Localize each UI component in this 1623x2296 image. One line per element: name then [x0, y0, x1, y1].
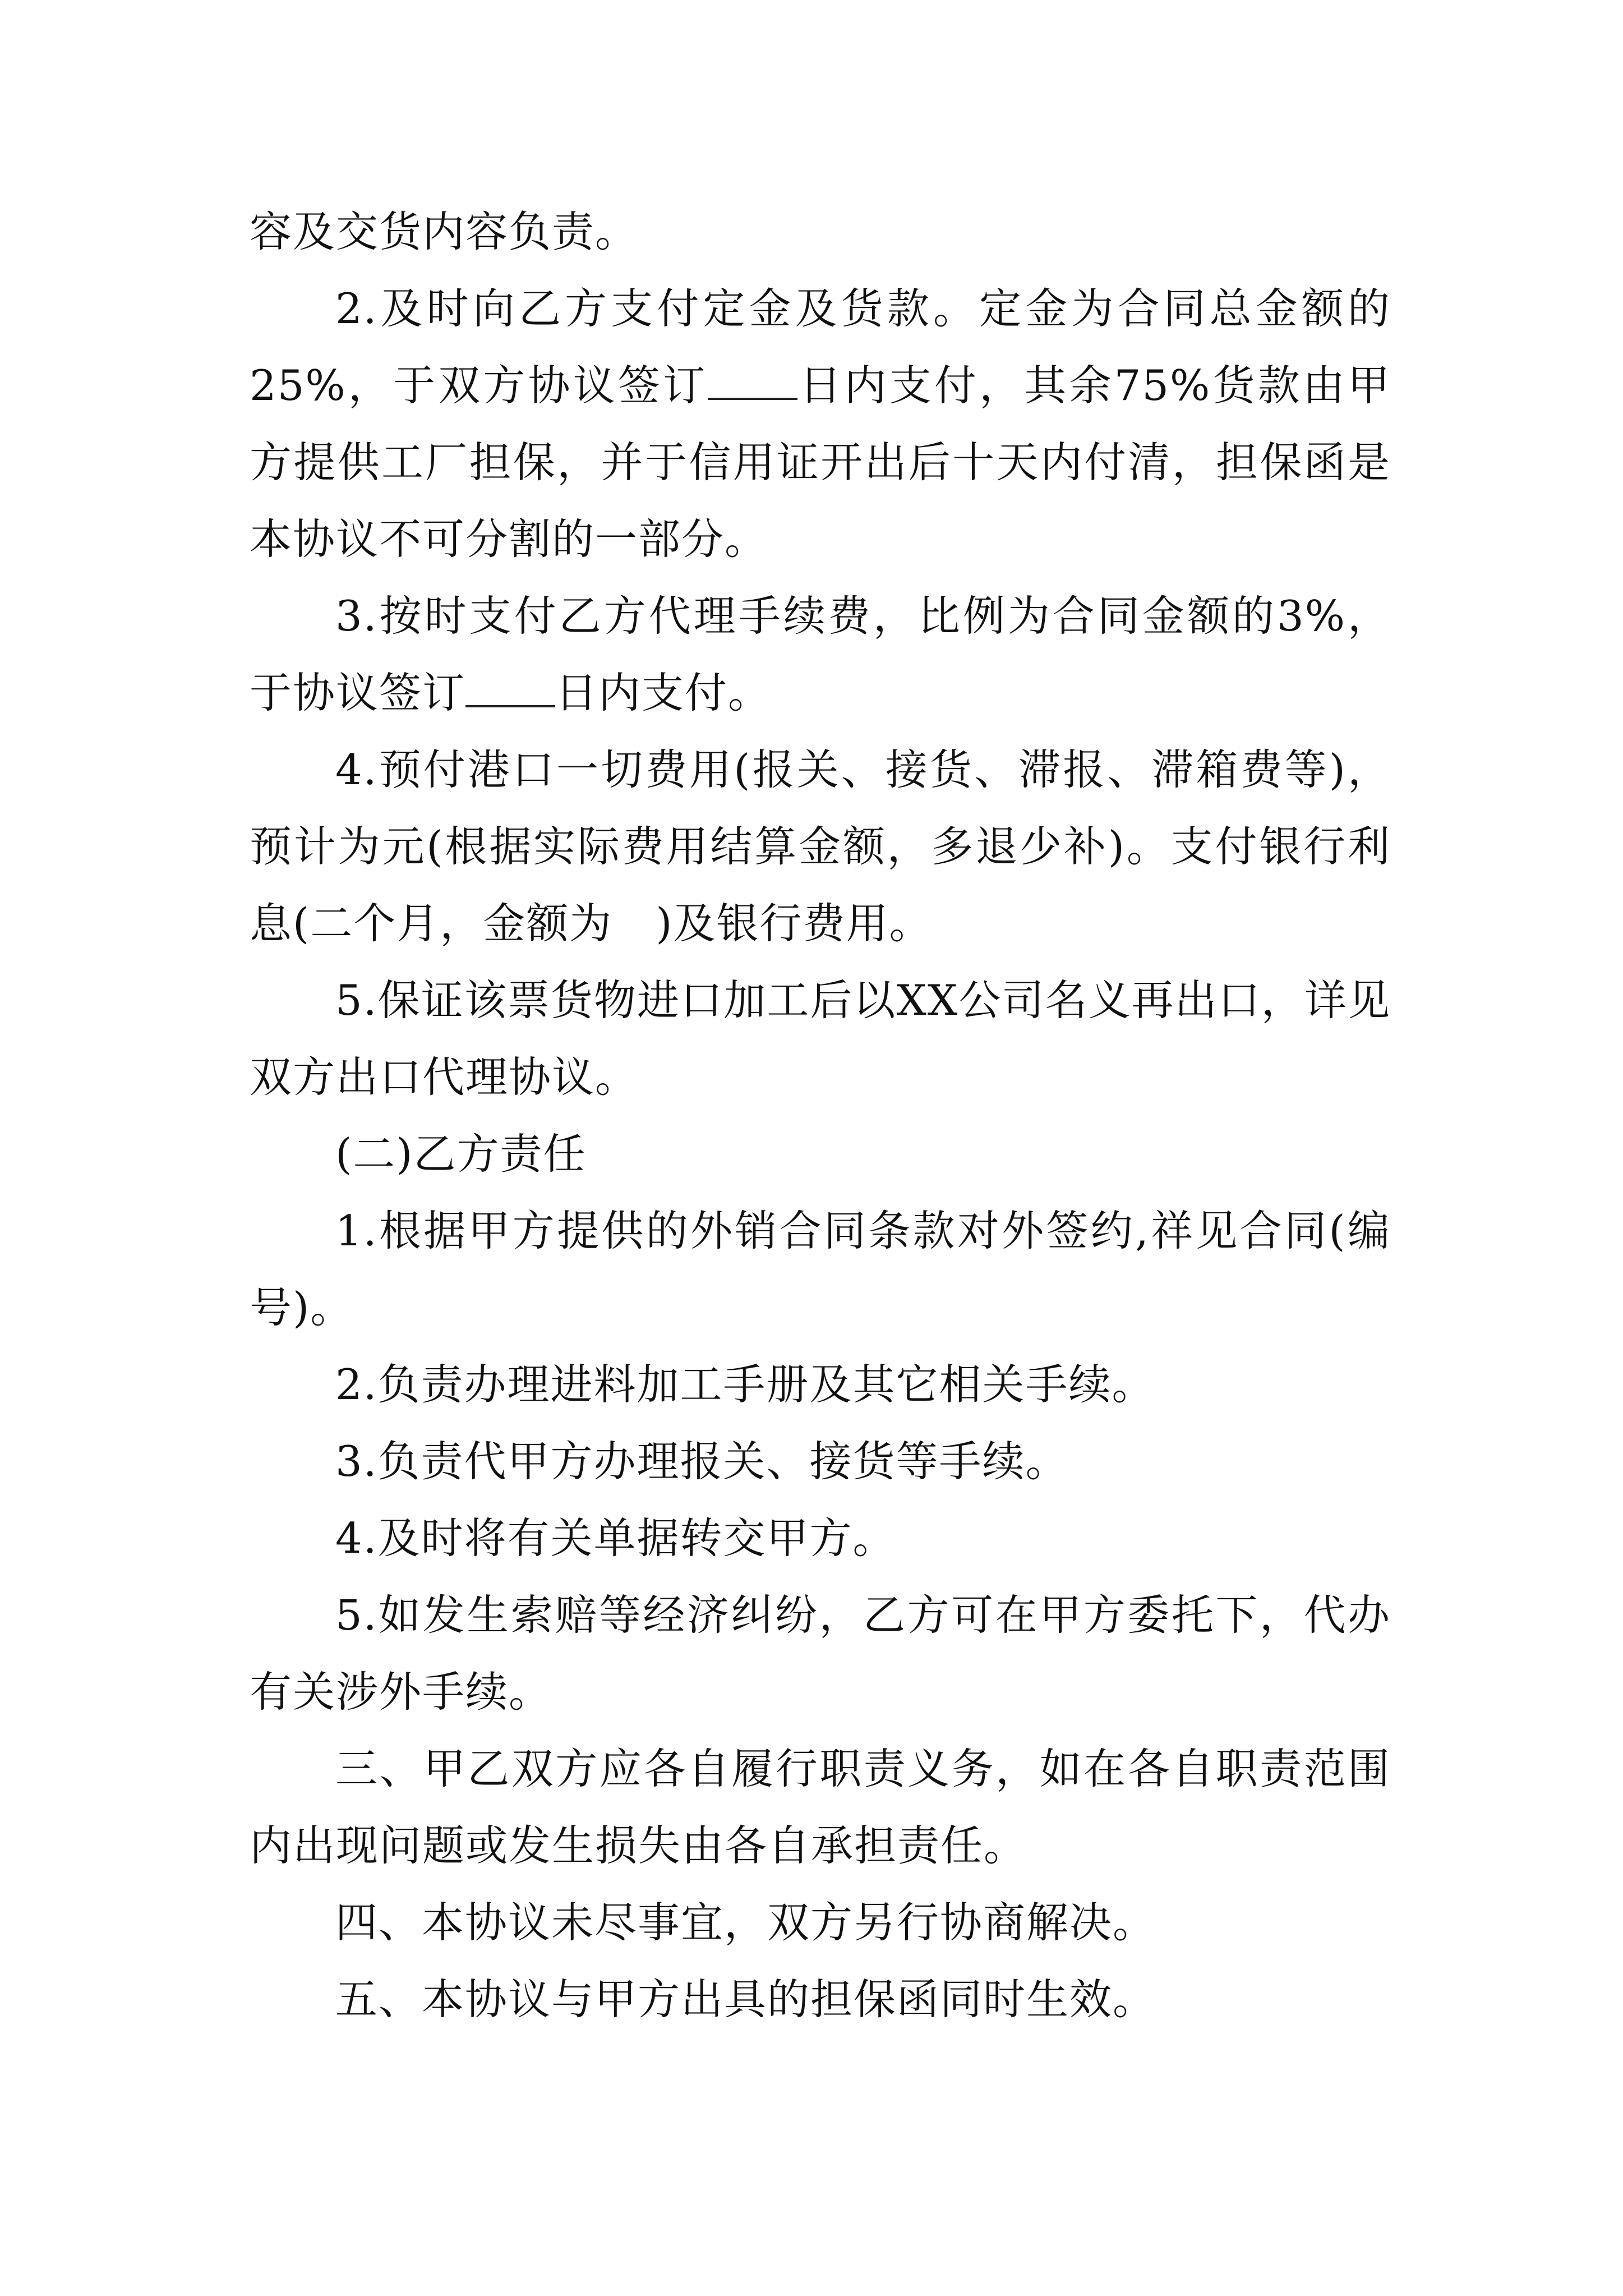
- section-heading-party-b: (二)乙方责任: [335, 1129, 587, 1179]
- fill-blank-days: [465, 673, 555, 707]
- paragraph-customs: 3.负责代甲方办理报关、接货等手续。: [335, 1437, 1069, 1486]
- paragraph-continuation: 容及交货内容负责。: [250, 207, 639, 256]
- paragraph-agency-fee: [250, 578, 1391, 731]
- paragraph-port-fees: 4.预付港口一切费用(报关、接货、滞报、滞箱费等)，预计为元(根据实际费用结算金额，多退少补)。支付银行利息(二个月，金额为 )及银行费用。: [250, 745, 1391, 948]
- paragraph-claims: 5.如发生索赔等经济纠纷，乙方可在甲方委托下，代办有关涉外手续。: [250, 1590, 1391, 1717]
- paragraph-text: 日内支付。: [555, 668, 772, 717]
- paragraph-sign-contract: 1.根据甲方提供的外销合同条款对外签约,祥见合同(编号)。: [250, 1206, 1391, 1332]
- fill-blank-days: [708, 365, 797, 400]
- paragraph-documents: 4.及时将有关单据转交甲方。: [335, 1513, 896, 1563]
- paragraph-processing-manual: 2.负责办理进料加工手册及其它相关手续。: [335, 1360, 1155, 1409]
- clause-three: 三、甲乙双方应各自履行职责义务，如在各自职责范围内出现问题或发生损失由各自承担责任。: [250, 1744, 1391, 1870]
- paragraph-reexport: 5.保证该票货物进口加工后以XX公司名义再出口，详见双方出口代理协议。: [250, 976, 1391, 1102]
- paragraph-deposit-payment: [250, 270, 1391, 578]
- clause-four: 四、本协议未尽事宜，双方另行协商解决。: [335, 1898, 1156, 1947]
- paragraph-text: 3.按时支付乙方代理手续费，比例为合同金额的3%，于协议签订: [250, 591, 1391, 717]
- document-body: [250, 194, 1391, 2038]
- paragraph-text: 日内支付，其余75%货款由甲方提供工厂担保，并于信用证开出后十天内付清，担保函是本协议不可分割的一部分。: [250, 361, 1391, 564]
- clause-five: 五、本协议与甲方出具的担保函同时生效。: [335, 1975, 1156, 2024]
- paragraph-text: 2.及时向乙方支付定金及货款。定金为合同总金额的25%，于双方协议签订: [250, 284, 1391, 410]
